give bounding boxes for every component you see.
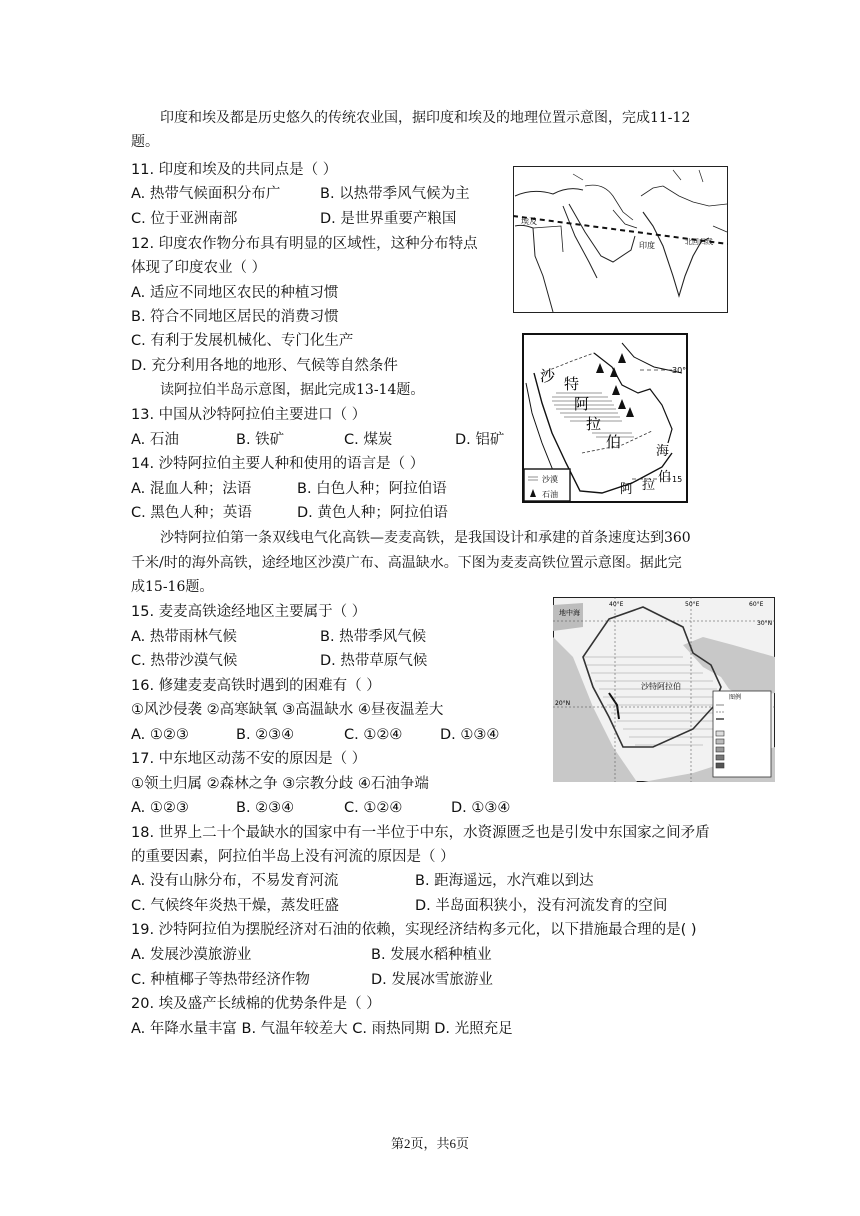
map3-med-label: 地中海 bbox=[559, 609, 580, 617]
q11-stem: 11. 印度和埃及的共同点是（ ） bbox=[131, 162, 338, 178]
q19-option-b[interactable]: B. 发展水稻种植业 bbox=[371, 947, 492, 963]
q15-option-c[interactable]: C. 热带沙漠气候 bbox=[131, 653, 238, 669]
map3-lat30: 30°N bbox=[757, 620, 773, 627]
map2-char-bo: 伯 bbox=[606, 433, 622, 451]
q12-stem-line2: 体现了印度农业（ ） bbox=[131, 260, 267, 276]
haramain-railway-map bbox=[553, 597, 775, 782]
q18-option-c[interactable]: C. 气候终年炎热干燥，蒸发旺盛 bbox=[131, 898, 339, 914]
map3-lat20: 20°N bbox=[555, 700, 571, 707]
arabian-peninsula-map bbox=[522, 333, 688, 503]
q15-option-b[interactable]: B. 热带季风气候 bbox=[320, 629, 427, 645]
q20-options[interactable]: A. 年降水量丰富 B. 气温年较差大 C. 雨热同期 D. 光照充足 bbox=[131, 1021, 513, 1037]
q17-option-c[interactable]: C. ①②④ bbox=[344, 800, 403, 816]
map1-india-label: 印度 bbox=[639, 241, 655, 250]
q19-option-a[interactable]: A. 发展沙漠旅游业 bbox=[131, 947, 252, 963]
q13-option-d[interactable]: D. 铝矿 bbox=[455, 432, 505, 448]
map3-lon40: 40°E bbox=[609, 601, 624, 608]
q18-stem-line2: 的重要因素，阿拉伯半岛上没有河流的原因是（ ） bbox=[131, 849, 455, 865]
q15-option-a[interactable]: A. 热带雨林气候 bbox=[131, 629, 237, 645]
map3-legend-title: 图例 bbox=[729, 694, 742, 701]
map2-char-a: 阿 bbox=[574, 395, 590, 413]
map2-sea-a: 阿 bbox=[620, 482, 634, 497]
page-number: 第2页，共6页 bbox=[390, 1136, 469, 1151]
map3-lon50: 50°E bbox=[685, 601, 700, 608]
map2-sea-hai: 海 bbox=[656, 444, 670, 459]
q18-option-a[interactable]: A. 没有山脉分布，不易发育河流 bbox=[131, 873, 339, 889]
map2-legend-desert: 沙漠 bbox=[542, 475, 558, 484]
intro-15-16-line3: 成15-16题。 bbox=[131, 579, 214, 595]
q17-items: ①领土归属 ②森林之争 ③宗教分歧 ④石油争端 bbox=[131, 776, 429, 792]
map2-sea-la: 拉 bbox=[642, 478, 656, 493]
q16-option-c[interactable]: C. ①②④ bbox=[344, 727, 403, 743]
q11-option-b[interactable]: B. 以热带季风气候为主 bbox=[320, 186, 470, 202]
map2-lat30: 30° bbox=[672, 366, 687, 375]
q19-stem: 19. 沙特阿拉伯为摆脱经济对石油的依赖，实现经济结构多元化，以下措施最合理的是( ) bbox=[131, 922, 697, 938]
intro-13-14: 读阿拉伯半岛示意图，据此完成13-14题。 bbox=[160, 382, 425, 398]
q15-option-d[interactable]: D. 热带草原气候 bbox=[320, 653, 428, 669]
map2-sea-bo: 伯 bbox=[658, 470, 672, 485]
q13-stem: 13. 中国从沙特阿拉伯主要进口（ ） bbox=[131, 407, 367, 423]
map2-char-te: 特 bbox=[564, 375, 580, 393]
q17-option-d[interactable]: D. ①③④ bbox=[451, 800, 511, 816]
q17-stem: 17. 中东地区动荡不安的原因是（ ） bbox=[131, 751, 367, 767]
q18-stem-line1: 18. 世界上二十个最缺水的国家中有一半位于中东，水资源匮乏也是引发中东国家之间矛盾 bbox=[131, 825, 710, 841]
q18-option-b[interactable]: B. 距海遥远，水汽难以到达 bbox=[415, 873, 594, 889]
q19-option-d[interactable]: D. 发展冰雪旅游业 bbox=[371, 972, 493, 988]
map2-lat15: 15 bbox=[672, 475, 683, 484]
intro-15-16-line2: 千米/时的海外高铁，途经地区沙漠广布、高温缺水。下图为麦麦高铁位置示意图。据此完 bbox=[131, 555, 682, 571]
q16-items: ①风沙侵袭 ②高寒缺氧 ③高温缺水 ④昼夜温差大 bbox=[131, 702, 444, 718]
q16-stem: 16. 修建麦麦高铁时遇到的困难有（ ） bbox=[131, 678, 381, 694]
intro-11-12-line2: 题。 bbox=[131, 134, 159, 150]
map2-char-sha: 沙 bbox=[540, 367, 556, 385]
q12-stem-line1: 12. 印度农作物分布具有明显的区域性，这种分布特点 bbox=[131, 236, 478, 252]
q14-option-a[interactable]: A. 混血人种；法语 bbox=[131, 481, 252, 497]
q12-option-b[interactable]: B. 符合不同地区居民的消费习惯 bbox=[131, 309, 339, 325]
q13-option-b[interactable]: B. 铁矿 bbox=[236, 432, 285, 448]
q14-option-c[interactable]: C. 黑色人种；英语 bbox=[131, 505, 252, 521]
q19-option-c[interactable]: C. 种植椰子等热带经济作物 bbox=[131, 972, 310, 988]
q16-option-b[interactable]: B. ②③④ bbox=[236, 727, 295, 743]
q12-option-a[interactable]: A. 适应不同地区农民的种植习惯 bbox=[131, 285, 339, 301]
q17-option-a[interactable]: A. ①②③ bbox=[131, 800, 189, 816]
q12-option-c[interactable]: C. 有利于发展机械化、专门化生产 bbox=[131, 333, 354, 349]
q11-option-d[interactable]: D. 是世界重要产粮国 bbox=[320, 211, 457, 227]
q14-option-d[interactable]: D. 黄色人种；阿拉伯语 bbox=[297, 505, 448, 521]
map3-country-label: 沙特阿拉伯 bbox=[641, 682, 681, 691]
map1-tropic-label: 北回归线 bbox=[685, 238, 713, 246]
intro-11-12-line1: 印度和埃及都是历史悠久的传统农业国，据印度和埃及的地理位置示意图，完成11-12 bbox=[160, 110, 691, 126]
india-egypt-map bbox=[513, 166, 728, 313]
q14-option-b[interactable]: B. 白色人种；阿拉伯语 bbox=[297, 481, 447, 497]
q15-stem: 15. 麦麦高铁途经地区主要属于（ ） bbox=[131, 604, 367, 620]
q16-option-d[interactable]: D. ①③④ bbox=[440, 727, 500, 743]
map2-legend-oil: 石油 bbox=[542, 490, 558, 499]
q17-option-b[interactable]: B. ②③④ bbox=[236, 800, 295, 816]
q14-stem: 14. 沙特阿拉伯主要人种和使用的语言是（ ） bbox=[131, 456, 425, 472]
q20-stem: 20. 埃及盛产长绒棉的优势条件是（ ） bbox=[131, 996, 381, 1012]
q13-option-c[interactable]: C. 煤炭 bbox=[344, 432, 393, 448]
map1-egypt-label: 埃及 bbox=[521, 217, 537, 226]
q18-option-d[interactable]: D. 半岛面积狭小，没有河流发育的空间 bbox=[415, 898, 668, 914]
map3-lon60: 60°E bbox=[749, 601, 764, 608]
q13-option-a[interactable]: A. 石油 bbox=[131, 432, 179, 448]
q11-option-a[interactable]: A. 热带气候面积分布广 bbox=[131, 186, 281, 202]
q11-option-c[interactable]: C. 位于亚洲南部 bbox=[131, 211, 238, 227]
map2-char-la: 拉 bbox=[586, 415, 602, 433]
q12-option-d[interactable]: D. 充分利用各地的地形、气候等自然条件 bbox=[131, 358, 398, 374]
q16-option-a[interactable]: A. ①②③ bbox=[131, 727, 189, 743]
intro-15-16-line1: 沙特阿拉伯第一条双线电气化高铁—麦麦高铁，是我国设计和承建的首条速度达到360 bbox=[160, 530, 691, 546]
